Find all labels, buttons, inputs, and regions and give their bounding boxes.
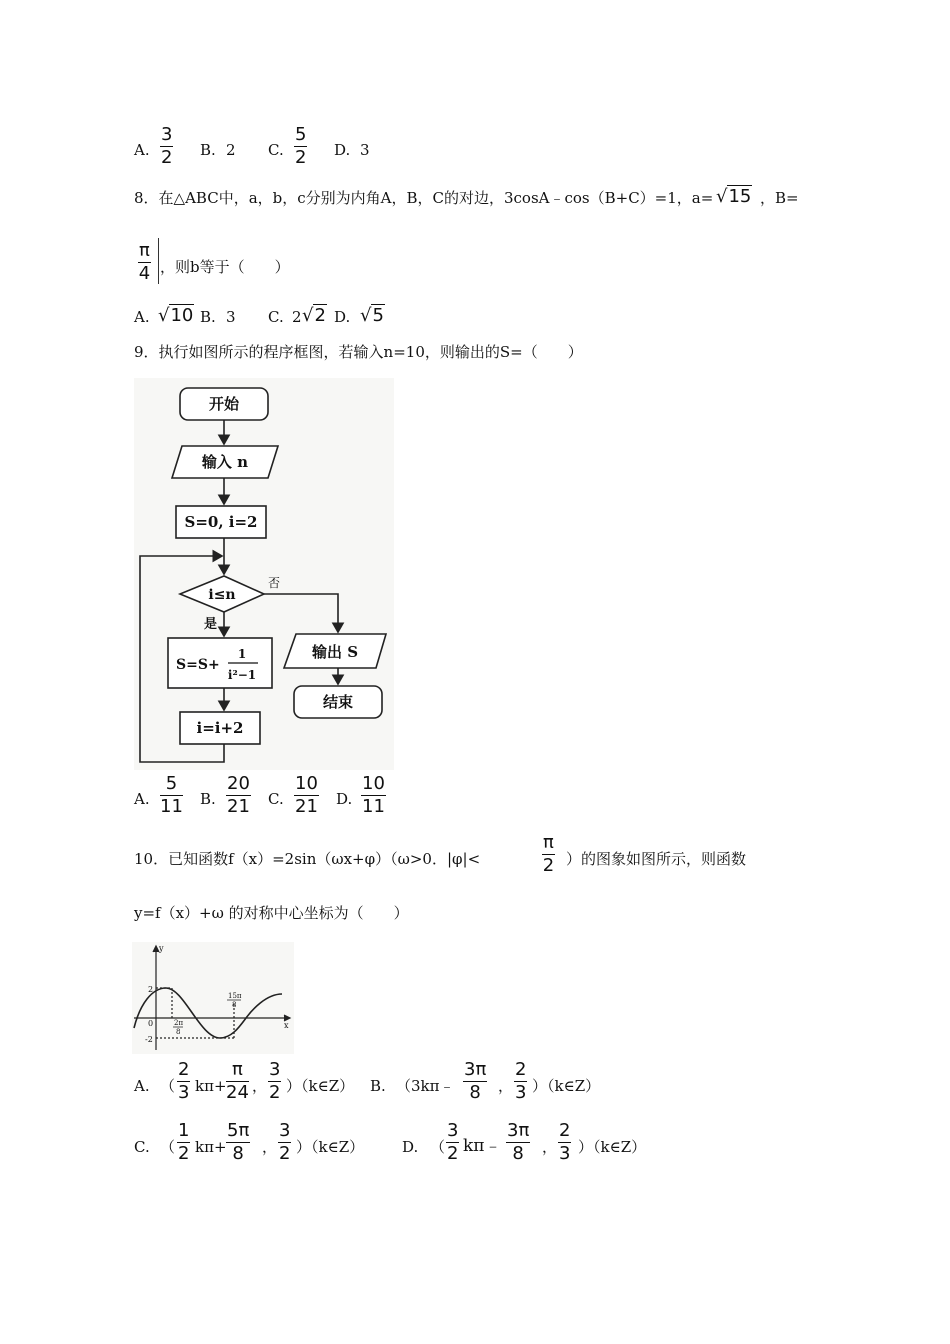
- q10-stem-line2: y=f（x）+ω 的对称中心坐标为（ ）: [134, 904, 409, 922]
- q8-option-d-label: D.: [334, 308, 351, 326]
- flow-update-s-num: 1: [237, 647, 247, 661]
- q8-b-equals: ，B=: [760, 189, 799, 207]
- q10-option-b-close: ）（k∈Z）: [532, 1077, 601, 1095]
- q10-option-b-frac2: 2 3: [515, 1059, 527, 1103]
- q10-option-a-frac3: 3 2: [269, 1059, 281, 1103]
- q9-flowchart: [134, 378, 394, 770]
- q9-option-d-label: D.: [336, 790, 353, 808]
- q10-option-c-frac1: 1 2: [178, 1120, 190, 1164]
- q9-option-c-label: C.: [268, 790, 284, 808]
- q10-option-c-close: ）（k∈Z）: [296, 1138, 365, 1156]
- q10-stem-post: ）的图象如图所示，则函数: [566, 850, 747, 868]
- flow-update-s-den: i²−1: [227, 668, 257, 682]
- q10-option-c-frac2: 5π 8: [227, 1120, 250, 1164]
- q10-option-a-comma: ，: [252, 1077, 268, 1095]
- graph-y-axis-label: y: [159, 944, 164, 953]
- q10-option-d-label: D.: [402, 1138, 419, 1156]
- q10-option-a-mid: kπ+: [195, 1077, 227, 1095]
- flow-output-text: 输出 S: [311, 643, 359, 661]
- q7-option-c-fraction: 5 2: [295, 124, 307, 168]
- graph-origin-label: 0: [148, 1019, 154, 1028]
- q10-option-a-frac2: π 24: [226, 1059, 249, 1103]
- q7-option-b-value: 2: [226, 141, 236, 159]
- q10-option-d-open: （: [430, 1138, 446, 1156]
- q9-option-d-fraction: 10 11: [362, 773, 385, 817]
- q10-stem-pi-over-2: π 2: [542, 832, 555, 876]
- q10-option-b-comma: ，: [498, 1077, 514, 1095]
- q10-option-d-comma: ，: [542, 1138, 558, 1156]
- graph-tick1-den: 8: [176, 1028, 181, 1036]
- graph-ymin-label: -2: [145, 1035, 153, 1044]
- q10-option-d-frac2: 3π 8: [507, 1120, 530, 1164]
- flow-end-text: 结束: [322, 693, 354, 711]
- q9-option-c-fraction: 10 21: [295, 773, 318, 817]
- flow-input-text: 输入 n: [201, 453, 249, 471]
- flow-update-s-text: S=S+: [176, 657, 220, 673]
- q10-option-d-mid: kπ﹣: [463, 1136, 502, 1156]
- q8-pi-over-4: π 4: [138, 240, 151, 284]
- graph-x-axis-label: x: [284, 1021, 289, 1030]
- q7-option-a-fraction: 3 2: [161, 124, 173, 168]
- q8-option-a-label: A.: [134, 308, 150, 326]
- q10-option-a-frac1: 2 3: [178, 1059, 190, 1103]
- q10-option-b-frac1: 3π 8: [464, 1059, 487, 1103]
- q10-option-c-comma: ，: [262, 1138, 278, 1156]
- q10-option-b-open: （3kπ﹣: [396, 1077, 455, 1095]
- graph-tick2-num: 15π: [228, 992, 242, 1000]
- q9-option-b-fraction: 20 21: [227, 773, 250, 817]
- q10-option-c-open: （: [160, 1138, 176, 1156]
- q10-option-a-label: A.: [134, 1077, 150, 1095]
- flow-yes-label: 是: [204, 617, 218, 632]
- q9-option-a-fraction: 5 11: [160, 773, 183, 817]
- q9-stem: 9．执行如图所示的程序框图，若输入n=10，则输出的S=（ ）: [134, 343, 583, 361]
- q8-option-b-label: B.: [200, 308, 216, 326]
- q10-sine-graph: [132, 942, 294, 1054]
- q8-option-b-value: 3: [226, 308, 236, 326]
- q7-option-d-label: D.: [334, 141, 351, 159]
- flow-cond-text: i≤n: [208, 587, 236, 603]
- flow-update-i-text: i=i+2: [196, 719, 244, 737]
- flow-init-text: S=0, i=2: [184, 513, 258, 531]
- q8-option-c-coef: 2: [292, 308, 302, 326]
- flow-start-text: 开始: [208, 395, 240, 413]
- flow-no-label: 否: [268, 576, 281, 590]
- q8-stem: 8．在△ABC中，a，b，c分别为内角A，B，C的对边，3cosA﹣cos（B+C）=1，a=: [134, 189, 714, 207]
- q9-option-a-label: A.: [134, 790, 150, 808]
- q10-option-c-frac3: 3 2: [279, 1120, 291, 1164]
- graph-ymax-label: 2: [148, 985, 154, 994]
- q10-option-c-mid: kπ+: [195, 1138, 227, 1156]
- q8-option-c-label: C.: [268, 308, 284, 326]
- q8-option-a-sqrt: √10: [158, 305, 194, 326]
- q8-tail: ，则b等于（ ）: [160, 258, 290, 276]
- q10-option-d-frac1: 3 2: [447, 1120, 459, 1164]
- q9-option-b-label: B.: [200, 790, 216, 808]
- graph-tick1-num: 2π: [174, 1019, 184, 1027]
- q7-option-b-label: B.: [200, 141, 216, 159]
- q10-option-b-label: B.: [370, 1077, 386, 1095]
- q8-sqrt-15: √15: [716, 186, 752, 207]
- q10-stem-pre: 10．已知函数f（x）=2sin（ωx+φ）（ω>0．|φ|<: [134, 850, 481, 868]
- q7-option-a-label: A.: [134, 141, 150, 159]
- q10-option-c-label: C.: [134, 1138, 150, 1156]
- q7-option-c-label: C.: [268, 141, 284, 159]
- q10-option-a-open: （: [160, 1077, 176, 1095]
- q10-option-d-frac3: 2 3: [559, 1120, 571, 1164]
- q7-option-d-value: 3: [360, 141, 370, 159]
- q8-option-d-sqrt: √5: [360, 305, 384, 326]
- graph-tick2-den: 8: [232, 1001, 237, 1009]
- q10-option-d-close: ）（k∈Z）: [578, 1138, 647, 1156]
- q10-option-a-close: ）（k∈Z）: [286, 1077, 355, 1095]
- q8-option-c-sqrt: √2: [302, 305, 326, 326]
